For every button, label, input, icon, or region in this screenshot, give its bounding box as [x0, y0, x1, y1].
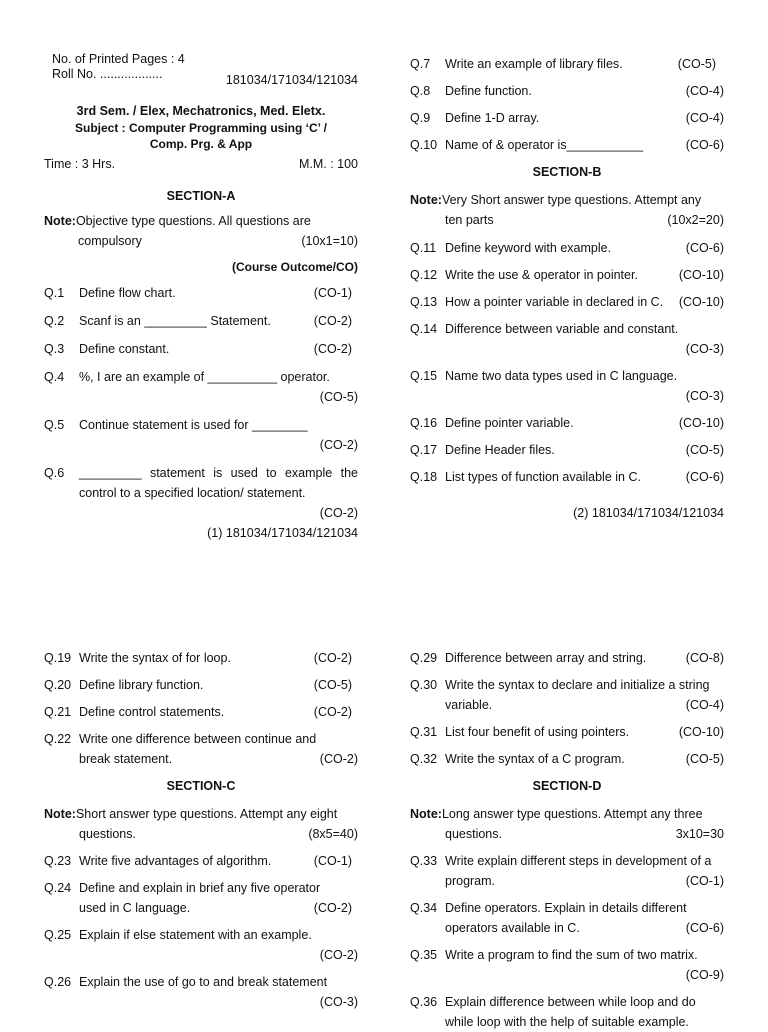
time: Time : 3 Hrs.	[44, 157, 116, 171]
question-5: Q.5 Continue statement is used for ________ (CO-2)	[44, 418, 358, 452]
page-4	[410, 648, 724, 1032]
section-a-heading: SECTION-A	[166, 189, 236, 203]
question-24: Q.24 Define and explain in brief any five operator used in C language. (CO-2)	[44, 881, 352, 915]
question-19: Q.19 Write the syntax of for loop. (CO-2)	[44, 651, 352, 665]
subject-line-2: Comp. Prg. & App	[149, 137, 253, 151]
question-20: Q.20 Define library function. (CO-5)	[44, 678, 352, 692]
section-b-heading: SECTION-B	[532, 165, 602, 179]
question-22: Q.22 Write one difference between continue and break statement. (CO-2)	[44, 732, 358, 766]
question-18: Q.18 List types of function available in C. (CO-6)	[410, 470, 724, 484]
question-31: Q.31 List four benefit of using pointers. (CO-10)	[410, 725, 724, 739]
page-1	[44, 52, 358, 543]
question-23: Q.23 Write five advantages of algorithm. (CO-1)	[44, 854, 352, 868]
question-32: Q.32 Write the syntax of a C program. (CO-5)	[410, 752, 724, 766]
question-21: Q.21 Define control statements. (CO-2)	[44, 705, 352, 719]
course-outcome-heading: (Course Outcome/CO)	[231, 260, 358, 274]
question-3: Q.3 Define constant. (CO-2)	[44, 342, 352, 356]
section-d-heading: SECTION-D	[532, 779, 602, 793]
page-2	[410, 54, 724, 523]
max-marks: M.M. : 100	[298, 157, 358, 171]
question-35: Q.35 Write a program to find the sum of two matrix. (CO-9)	[410, 948, 724, 982]
note-a: Note:Objective type questions. All questions are compulsory (10x1=10)	[44, 214, 358, 248]
question-13: Q.13 How a pointer variable in declared in C. (CO-10)	[410, 295, 724, 309]
question-9: Q.9 Define 1-D array. (CO-4)	[410, 111, 724, 125]
page-2-footer: (2) 181034/171034/121034	[573, 506, 724, 520]
question-36: Q.36 Explain difference between while loop and do while loop with the help of suitable example.	[410, 995, 696, 1029]
subject-line: Subject : Computer Programming using ‘C’ /	[74, 121, 328, 135]
question-26: Q.26 Explain the use of go to and break statement (CO-3)	[44, 975, 358, 1009]
question-2: Q.2 Scanf is an _________ Statement. (CO-2)	[44, 314, 352, 328]
note-d: Note:Long answer type questions. Attempt any three questions. 3x10=30	[410, 807, 724, 841]
paper-code: 181034/171034/121034	[225, 73, 358, 87]
printed-pages: No. of Printed Pages : 4	[52, 52, 185, 66]
question-6: Q.6 _________ statement is used to example the control to a specified location/ statement. (CO-2)	[44, 466, 358, 520]
question-34: Q.34 Define operators. Explain in details different operators available in C. (CO-6)	[410, 901, 724, 935]
page-3	[44, 648, 358, 1012]
question-12: Q.12 Write the use & operator in pointer. (CO-10)	[410, 268, 724, 282]
question-25: Q.25 Explain if else statement with an example. (CO-2)	[44, 928, 358, 962]
question-7: Q.7 Write an example of library files. (CO-5)	[410, 57, 716, 71]
question-29: Q.29 Difference between array and string. (CO-8)	[410, 651, 724, 665]
question-15: Q.15 Name two data types used in C language. (CO-3)	[410, 369, 724, 403]
question-10: Q.10 Name of & operator is___________ (CO-6)	[410, 138, 724, 152]
question-33: Q.33 Write explain different steps in development of a program. (CO-1)	[410, 854, 724, 888]
question-1: Q.1 Define flow chart. (CO-1)	[44, 286, 352, 300]
question-16: Q.16 Define pointer variable. (CO-10)	[410, 416, 724, 430]
semester-line: 3rd Sem. / Elex, Mechatronics, Med. Eletx.	[76, 104, 326, 118]
question-8: Q.8 Define function. (CO-4)	[410, 84, 724, 98]
note-c: Note:Short answer type questions. Attempt any eight questions. (8x5=40)	[44, 807, 358, 841]
note-b: Note:Very Short answer type questions. Attempt any ten parts (10x2=20)	[410, 193, 724, 227]
question-30: Q.30 Write the syntax to declare and initialize a string variable. (CO-4)	[410, 678, 724, 712]
question-11: Q.11 Define keyword with example. (CO-6)	[410, 241, 724, 255]
question-17: Q.17 Define Header files. (CO-5)	[410, 443, 724, 457]
question-4: Q.4 %, I are an example of __________ operator. (CO-5)	[44, 370, 358, 404]
roll-no: Roll No. ..................	[52, 67, 163, 81]
question-14: Q.14 Difference between variable and constant. (CO-3)	[410, 322, 724, 356]
page-1-footer: (1) 181034/171034/121034	[207, 526, 358, 540]
section-c-heading: SECTION-C	[166, 779, 236, 793]
